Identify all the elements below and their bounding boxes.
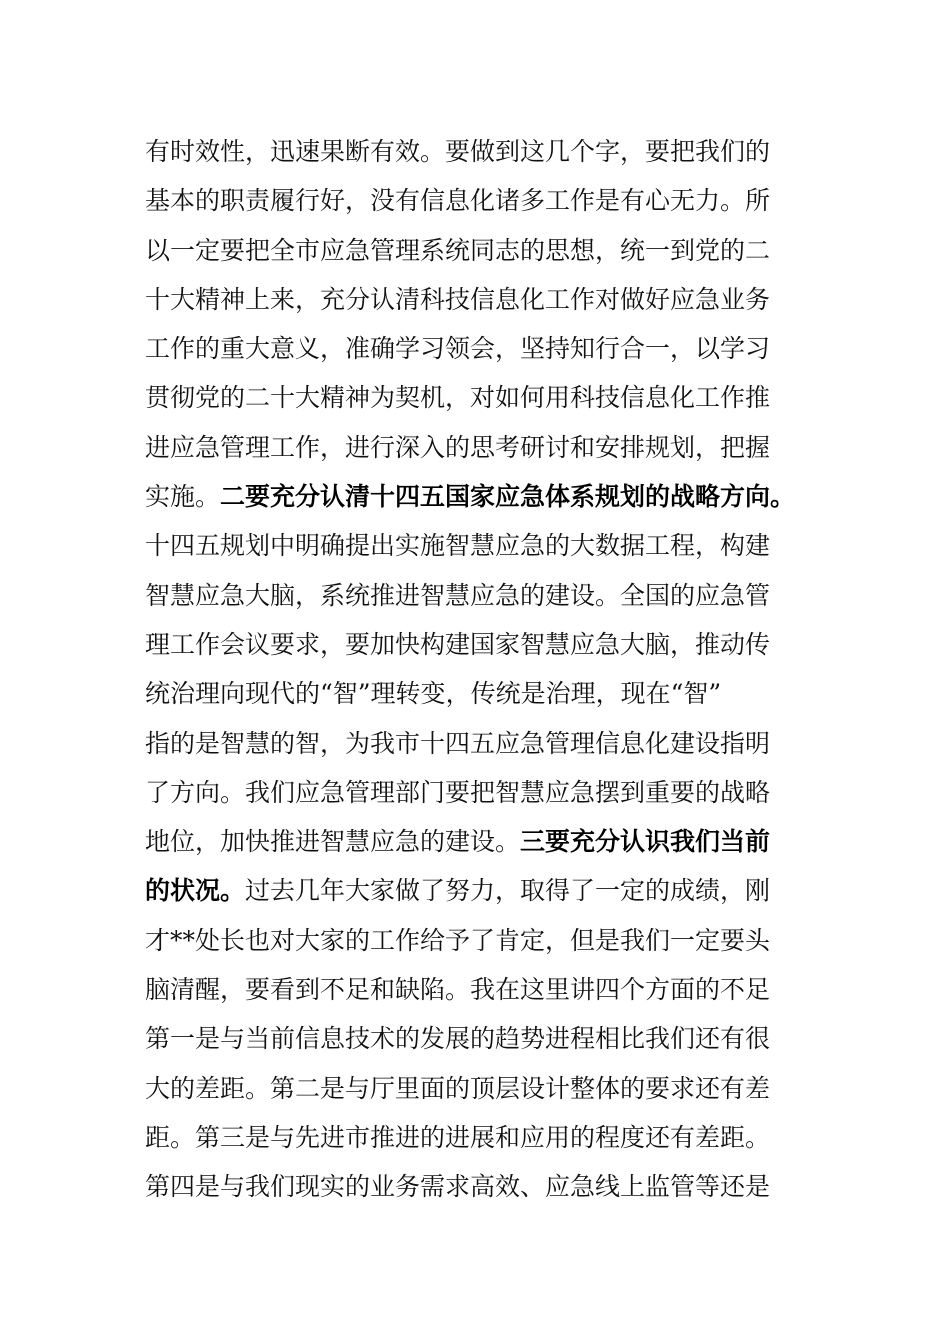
text-run: 理工作会议要求，要加快构建国家智慧应急大脑，推动传 (145, 629, 771, 659)
bold-text-run: 的状况。 (145, 876, 246, 906)
text-run: 贯彻党的二十大精神为契机，对如何用科技信息化工作推 (145, 383, 771, 413)
text-run: 大的差距。第二是与厅里面的顶层设计整体的要求还有差 (145, 1073, 771, 1103)
text-line (145, 965, 817, 1014)
text-line (145, 669, 817, 718)
text-run: 十四五规划中明确提出实施智慧应急的大数据工程，构建 (145, 531, 771, 561)
text-run: 实施。 (145, 482, 221, 512)
bold-text-run: 三要充分认识我们当前 (520, 827, 771, 857)
text-run: 过去几年大家做了努力，取得了一定的成绩，刚 (245, 876, 771, 906)
text-line (145, 866, 817, 915)
text-line (145, 768, 817, 817)
text-run: 统治理向现代的“智”理转变，传统是治理，现在“智” (145, 679, 722, 709)
text-line (145, 1014, 817, 1063)
text-run: 以一定要把全市应急管理系统同志的思想，统一到党的二 (145, 235, 771, 265)
text-run: 才**处长也对大家的工作给予了肯定，但是我们一定要头 (145, 925, 771, 955)
text-line (145, 916, 817, 965)
text-line (145, 423, 817, 472)
text-line (145, 521, 817, 570)
text-run: 进应急管理工作，进行深入的思考研讨和安排规划，把握 (145, 432, 771, 462)
text-run: 第四是与我们现实的业务需求高效、应急线上监管等还是 (145, 1172, 771, 1202)
text-line (145, 472, 817, 521)
text-line (145, 719, 817, 768)
text-run: 有时效性，迅速果断有效。要做到这几个字，要把我们的 (145, 137, 771, 166)
text-run: 工作的重大意义，准确学习领会，坚持知行合一，以学习 (145, 334, 771, 364)
bold-text-run: 二要充分认清十四五国家应急体系规划的战略方向。 (220, 482, 796, 512)
text-run: 脑清醒，要看到不足和缺陷。我在这里讲四个方面的不足 (145, 975, 771, 1005)
text-line (145, 571, 817, 620)
text-line (145, 1162, 817, 1211)
text-line (145, 324, 817, 373)
text-run: 十大精神上来，充分认清科技信息化工作对做好应急业务 (145, 284, 771, 314)
text-run: 了方向。我们应急管理部门要把智慧应急摆到重要的战略 (145, 777, 771, 807)
text-line (145, 817, 817, 866)
text-line (145, 127, 817, 176)
text-line (145, 1064, 817, 1113)
text-run: 地位，加快推进智慧应急的建设。 (145, 827, 521, 857)
text-run: 指的是智慧的智，为我市十四五应急管理信息化建设指明 (145, 728, 771, 758)
text-line (145, 1113, 817, 1162)
text-line (145, 275, 817, 324)
text-line (145, 176, 817, 225)
text-line (145, 373, 817, 422)
text-run: 基本的职责履行好，没有信息化诸多工作是有心无力。所 (145, 186, 771, 216)
body-text (145, 127, 817, 1212)
text-run: 智慧应急大脑，系统推进智慧应急的建设。全国的应急管 (145, 580, 771, 610)
text-run: 第一是与当前信息技术的发展的趋势进程相比我们还有很 (145, 1024, 771, 1054)
text-run: 距。第三是与先进市推进的进展和应用的程度还有差距。 (145, 1122, 771, 1152)
text-line (145, 620, 817, 669)
text-line (145, 226, 817, 275)
